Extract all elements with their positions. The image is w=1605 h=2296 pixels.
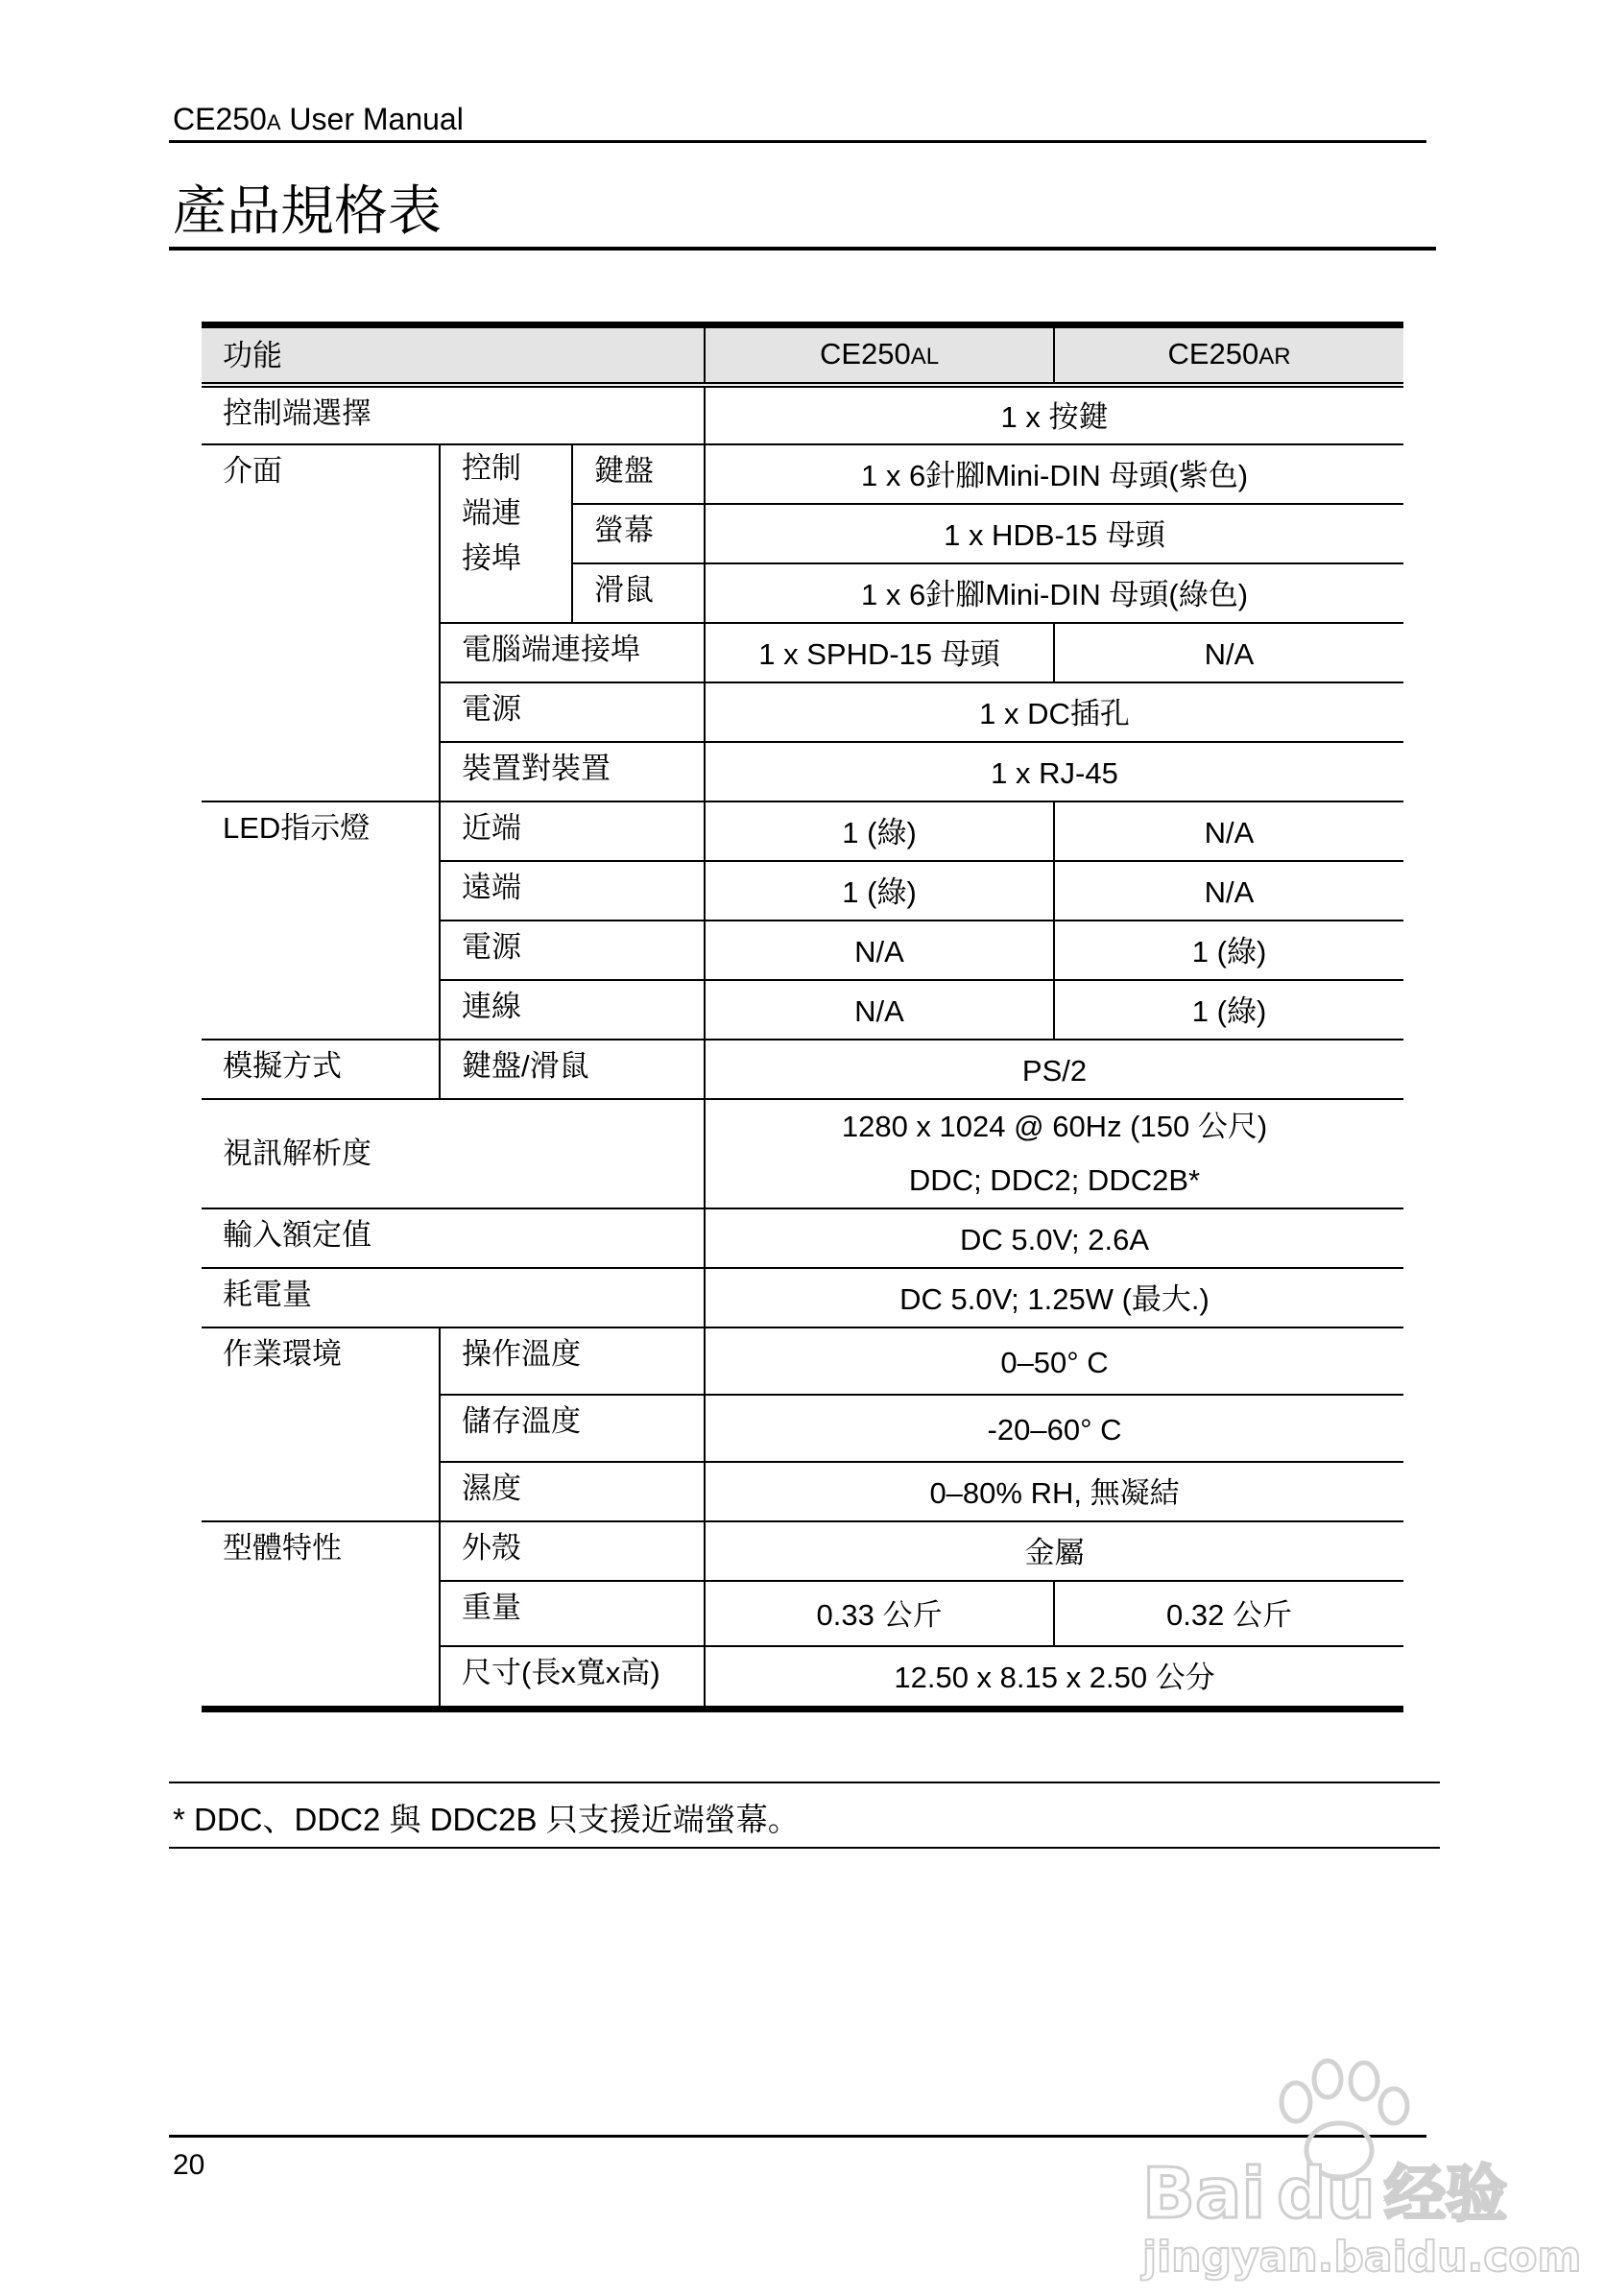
row-value-al: N/A xyxy=(705,921,1054,980)
table-row xyxy=(202,1040,1403,1099)
watermark-brand-cn: 经验 xyxy=(1384,2160,1507,2231)
ce250al-main: CE250 xyxy=(819,337,911,371)
table-row xyxy=(202,1208,1403,1268)
row-label: 鍵盤/滑鼠 xyxy=(440,1040,705,1099)
table-row xyxy=(202,385,1403,444)
header-ce250al xyxy=(705,325,1054,385)
header-manual: User Manual xyxy=(289,102,464,136)
ce250al-suffix: AL xyxy=(910,344,940,371)
row-value-al: 1 (綠) xyxy=(705,861,1054,921)
row-label: 電源 xyxy=(440,921,705,980)
row-label: 近端 xyxy=(440,801,705,861)
row-label: 鍵盤 xyxy=(572,444,705,504)
table-row xyxy=(202,1268,1403,1327)
table-row xyxy=(202,1521,1403,1581)
ce250ar-suffix: AR xyxy=(1258,344,1291,371)
table-row xyxy=(202,444,1403,504)
header-ce250ar xyxy=(1054,325,1403,385)
row-value-al: 1 (綠) xyxy=(705,801,1054,861)
row-value-al: 1 x SPHD-15 母頭 xyxy=(705,623,1054,682)
video-ddc: DDC; DDC2; DDC2B* xyxy=(908,1162,1201,1197)
group-label-emulation: 模擬方式 xyxy=(202,1040,440,1099)
row-value: 1 x 6針腳Mini-DIN 母頭(紫色) xyxy=(705,444,1403,504)
row-label: 裝置對裝置 xyxy=(440,742,705,801)
baidu-watermark xyxy=(1133,2043,1582,2283)
row-value: 1 x RJ-45 xyxy=(705,742,1403,801)
footnote-rule-bottom xyxy=(169,1847,1440,1849)
page-number: 20 xyxy=(173,2149,205,2181)
group-label-environment: 作業環境 xyxy=(202,1327,440,1521)
page-title: 產品規格表 xyxy=(173,180,442,243)
row-value-ar: N/A xyxy=(1054,801,1403,861)
spec-table xyxy=(202,322,1403,1712)
row-label: 耗電量 xyxy=(202,1268,705,1327)
video-resolution: 1280 x 1024 @ 60Hz (150 公尺) xyxy=(841,1109,1268,1143)
row-value: -20–60° C xyxy=(705,1395,1403,1462)
console-port-label-line: 端連 xyxy=(462,495,521,530)
table-row xyxy=(202,801,1403,861)
row-value xyxy=(705,1099,1403,1208)
row-label: 操作溫度 xyxy=(440,1327,705,1395)
console-port-label xyxy=(440,444,572,623)
row-value-ar: N/A xyxy=(1054,861,1403,921)
row-label: 尺寸(長x寬x高) xyxy=(440,1646,705,1710)
row-value-ar: 1 (綠) xyxy=(1054,921,1403,980)
row-value: 金屬 xyxy=(705,1521,1403,1581)
watermark-url: jingyan.baidu.com xyxy=(1142,2233,1582,2282)
group-label-physical: 型體特性 xyxy=(202,1521,440,1710)
row-value: 1 x 6針腳Mini-DIN 母頭(綠色) xyxy=(705,563,1403,623)
watermark-brand-right: du xyxy=(1277,2153,1376,2234)
group-label-interface: 介面 xyxy=(202,444,440,801)
row-value: 12.50 x 8.15 x 2.50 公分 xyxy=(705,1646,1403,1710)
ce250ar-main: CE250 xyxy=(1167,337,1259,371)
running-header xyxy=(173,100,464,142)
row-label: 電源 xyxy=(440,682,705,742)
row-value-ar: 1 (綠) xyxy=(1054,980,1403,1040)
row-label: 儲存溫度 xyxy=(440,1395,705,1462)
header-function: 功能 xyxy=(202,325,705,385)
row-label: 電腦端連接埠 xyxy=(440,623,705,682)
group-label-led: LED指示燈 xyxy=(202,801,440,1040)
console-port-label-line: 接埠 xyxy=(462,540,521,575)
row-label: 視訊解析度 xyxy=(202,1099,705,1208)
row-value-ar: N/A xyxy=(1054,623,1403,682)
row-label: 控制端選擇 xyxy=(202,385,705,444)
row-label: 輸入額定值 xyxy=(202,1208,705,1268)
row-label: 螢幕 xyxy=(572,504,705,563)
header-rule xyxy=(169,140,1426,143)
table-row xyxy=(202,1099,1403,1208)
row-label: 重量 xyxy=(440,1581,705,1646)
header-model-suffix: A xyxy=(266,110,281,134)
watermark-brand-left: Bai xyxy=(1142,2153,1266,2234)
row-label: 濕度 xyxy=(440,1462,705,1521)
row-value: 0–80% RH, 無凝結 xyxy=(705,1462,1403,1521)
row-value: PS/2 xyxy=(705,1040,1403,1099)
row-label: 遠端 xyxy=(440,861,705,921)
header-model: CE250 xyxy=(173,102,267,136)
row-label: 連線 xyxy=(440,980,705,1040)
console-port-label-line: 控制 xyxy=(462,450,521,485)
footnote: * DDC、DDC2 與 DDC2B 只支援近端螢幕。 xyxy=(173,1802,800,1837)
row-value: DC 5.0V; 2.6A xyxy=(705,1208,1403,1268)
row-value: 0–50° C xyxy=(705,1327,1403,1395)
footnote-rule-top xyxy=(169,1782,1440,1783)
title-rule xyxy=(169,247,1436,251)
row-label: 外殼 xyxy=(440,1521,705,1581)
row-value-al: N/A xyxy=(705,980,1054,1040)
table-header-row xyxy=(202,325,1403,385)
row-value: 1 x 按鍵 xyxy=(705,385,1403,444)
row-value-ar: 0.32 公斤 xyxy=(1054,1581,1403,1646)
row-label: 滑鼠 xyxy=(572,563,705,623)
row-value: 1 x DC插孔 xyxy=(705,682,1403,742)
row-value-al: 0.33 公斤 xyxy=(705,1581,1054,1646)
row-value: DC 5.0V; 1.25W (最大.) xyxy=(705,1268,1403,1327)
table-row xyxy=(202,1327,1403,1395)
row-value: 1 x HDB-15 母頭 xyxy=(705,504,1403,563)
